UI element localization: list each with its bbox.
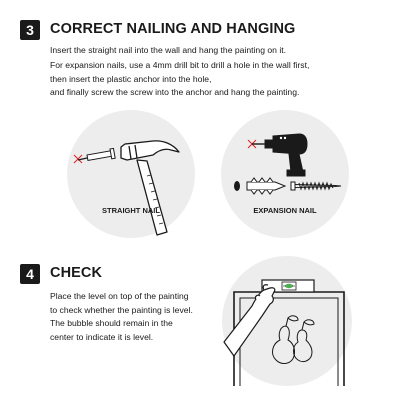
step-4-title: CHECK <box>50 265 103 281</box>
expansion-nail-illustration <box>221 110 349 238</box>
drill-icon <box>252 134 307 176</box>
step-3-badge: 3 <box>20 20 40 40</box>
instruction-line: The bubble should remain in the <box>50 318 173 328</box>
hammer-icon <box>121 141 179 235</box>
step-4-instructions <box>50 290 193 344</box>
step-4-badge: 4 <box>20 264 40 284</box>
instruction-line: Place the level on top of the painting <box>50 291 189 301</box>
instruction-line: center to indicate it is level. <box>50 331 154 342</box>
nail-icon <box>78 148 115 160</box>
step-3-title: CORRECT NAILING AND HANGING <box>50 21 296 37</box>
instruction-line: For expansion nails, use a 4mm drill bit to drill a hole in the wall first, <box>50 60 310 70</box>
straight-nail-caption: STRAIGHT NAIL <box>102 206 160 215</box>
pear-artwork <box>273 316 314 364</box>
step-3-instruction-2 <box>50 59 309 100</box>
instruction-line: then insert the plastic anchor into the hole, <box>50 73 212 84</box>
instruction-line: to check whether the painting is level. <box>50 304 193 315</box>
painting-frame <box>234 292 344 386</box>
step-3-instruction-1: Insert the straight nail into the wall and hang the painting on it. <box>50 45 287 55</box>
hand-icon <box>224 285 275 356</box>
bubble-icon <box>285 284 293 288</box>
straight-nail-illustration <box>67 110 195 238</box>
hole-icon <box>234 181 240 191</box>
screw-icon <box>291 182 341 190</box>
instruction-line: and finally screw the screw into the anchor and hang the painting. <box>50 87 300 97</box>
level-check-illustration <box>222 256 352 386</box>
expansion-nail-caption: EXPANSION NAIL <box>253 206 317 215</box>
anchor-icon <box>247 178 285 194</box>
